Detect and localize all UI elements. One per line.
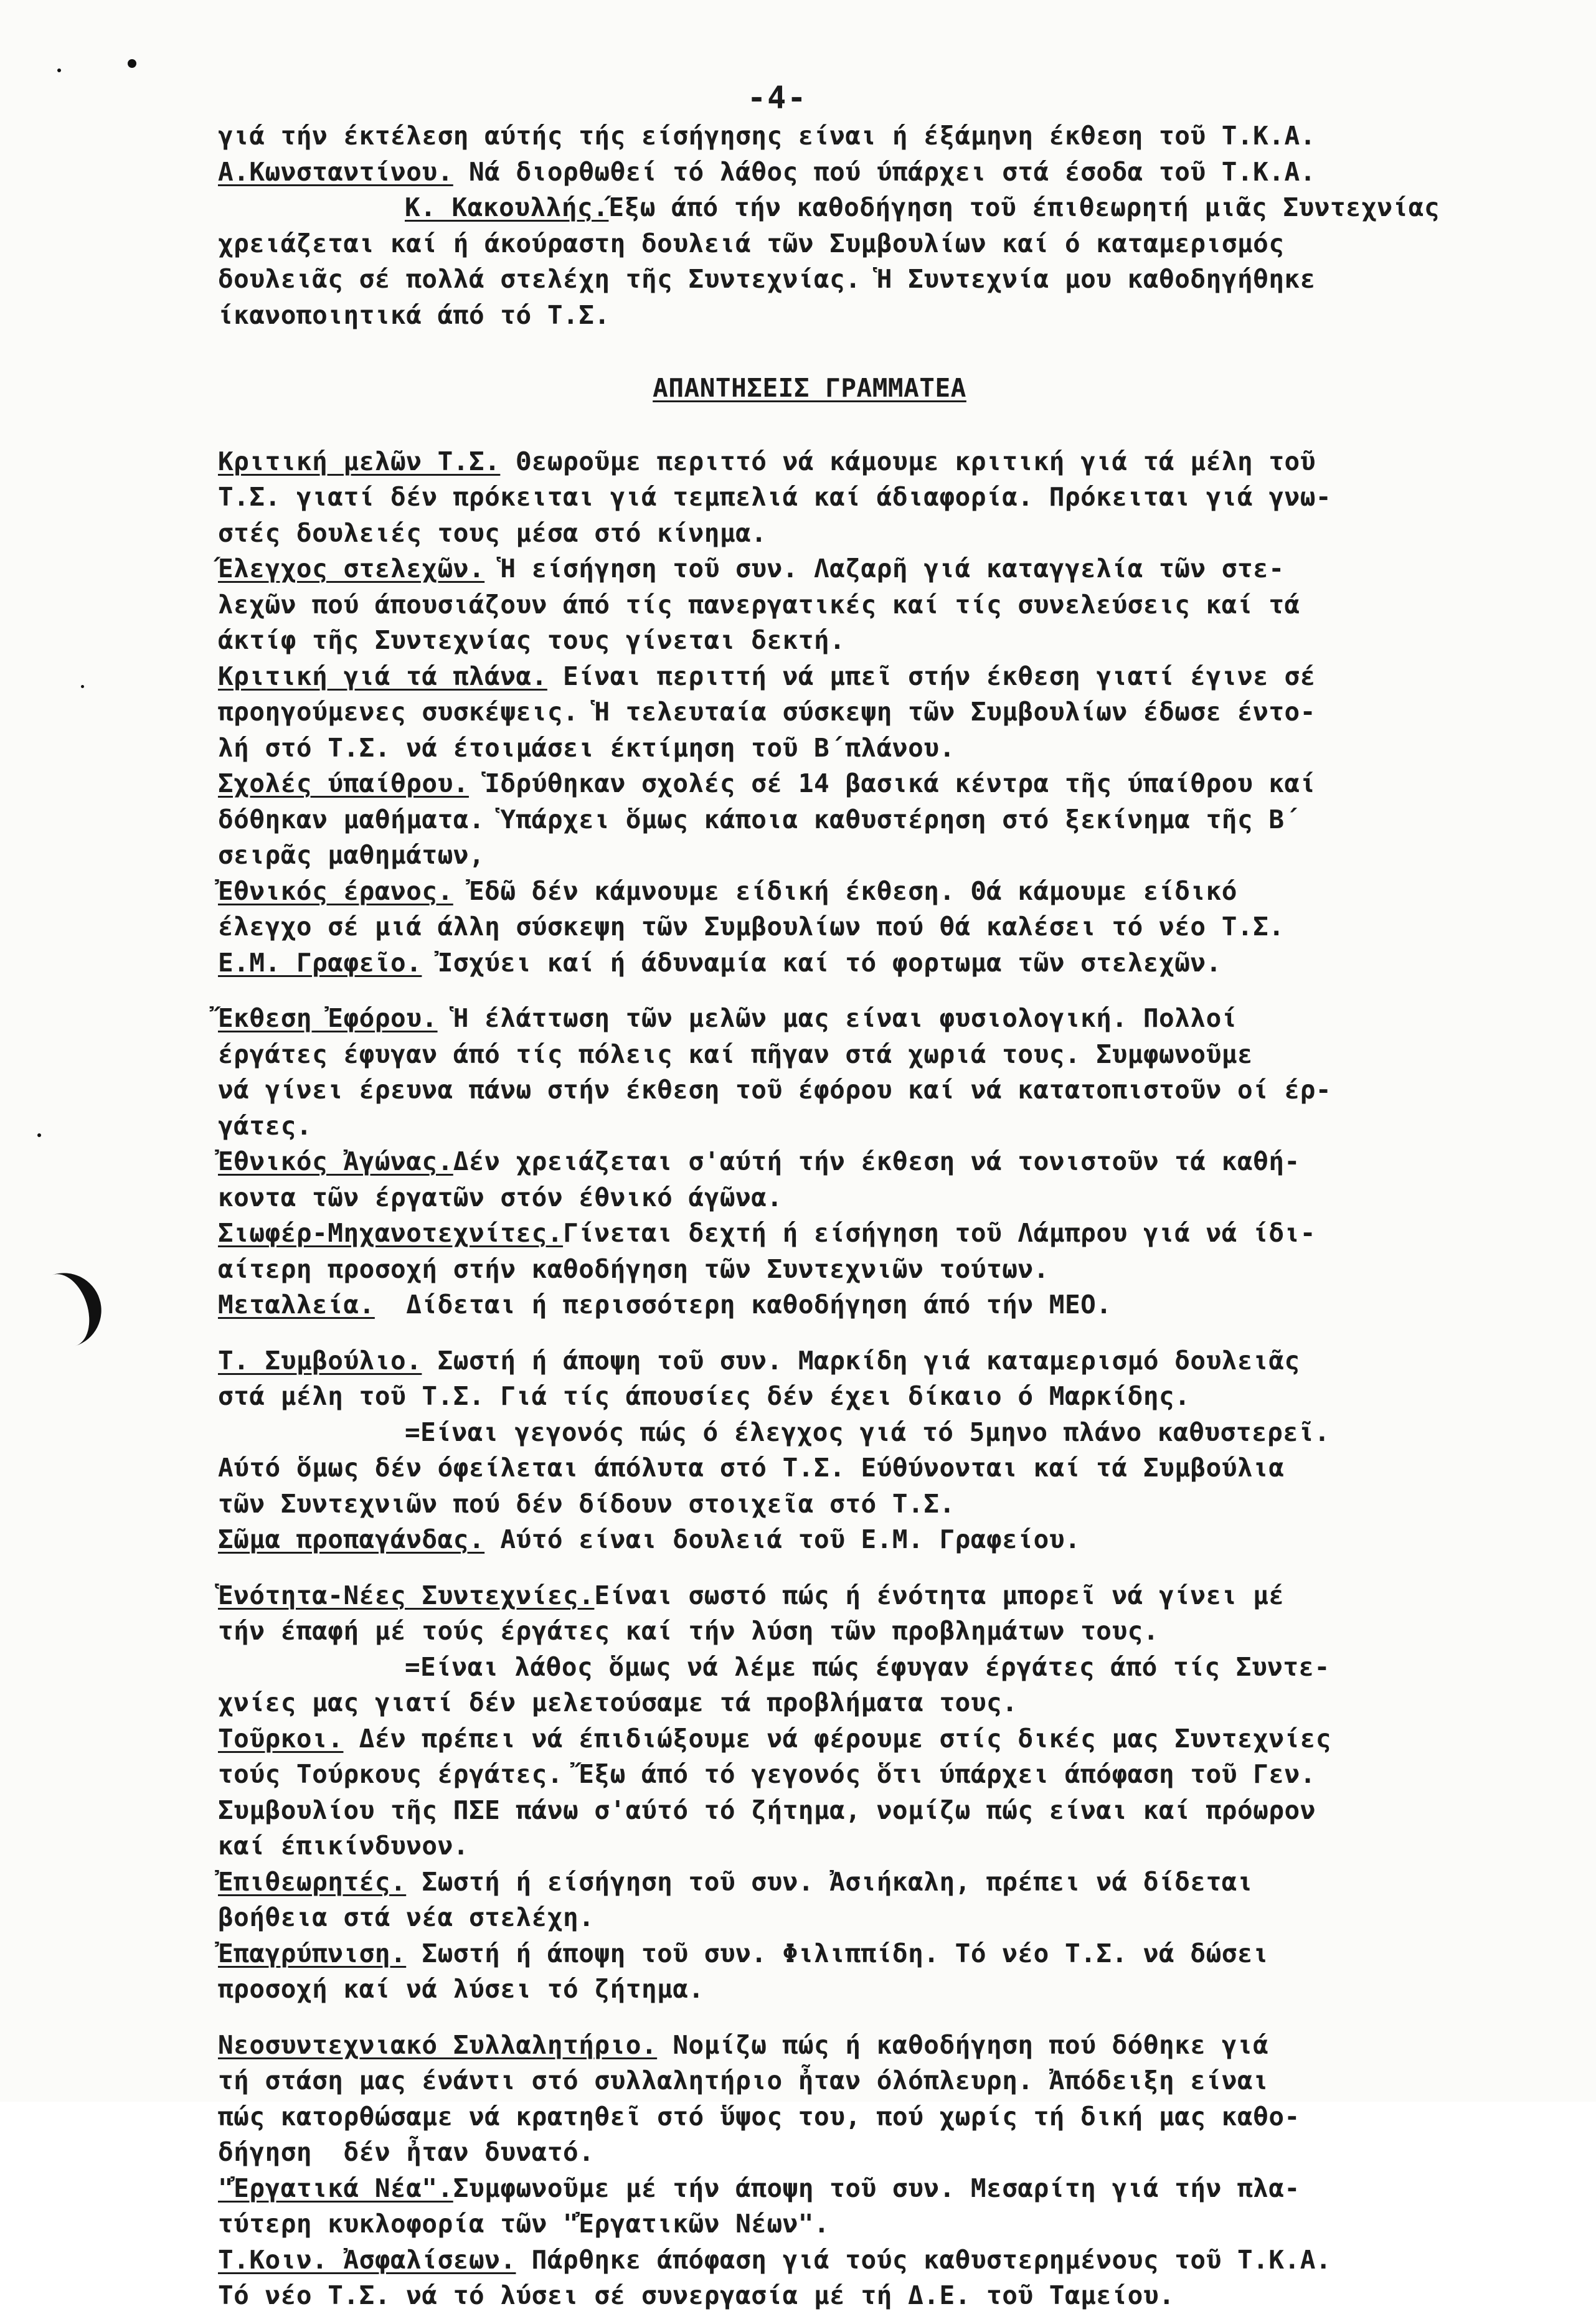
text-run: στές δουλειές τους μέσα στό κίνημα. xyxy=(218,517,767,548)
text-run: έργάτες έφυγαν άπό τίς πόλεις καί πῆγαν στά χωριά τους. Συμφωνοῦμε xyxy=(218,1039,1254,1069)
text-line xyxy=(218,2242,1569,2279)
heading-gap xyxy=(218,333,1569,371)
underlined-topic: Τοῦρκοι. xyxy=(218,1723,344,1754)
underlined-topic: Ἐθνικός έρανος. xyxy=(218,876,453,906)
text-line xyxy=(218,1972,1569,2008)
text-line xyxy=(218,190,1569,226)
text-line xyxy=(218,1379,1569,1415)
text-run: σειρᾶς μαθημάτων, xyxy=(218,840,485,870)
text-run: Ἡ είσήγηση τοῦ συν. Λαζαρῆ γιά καταγγελία τῶν στε- xyxy=(484,554,1285,583)
text-line xyxy=(218,2171,1569,2207)
text-line xyxy=(218,1072,1569,1108)
underlined-topic: Ἔκθεση Ἐφόρου. xyxy=(218,1003,438,1033)
text-run: ίκανοποιητικά άπό τό Τ.Σ. xyxy=(218,300,610,330)
text-line xyxy=(218,838,1569,874)
text-run: =Είναι γεγονός πώς ό έλεγχος γιά τό 5μηνο πλάνο καθυστερεῖ. xyxy=(405,1417,1330,1447)
text-line xyxy=(218,1793,1569,1829)
text-run: πώς κατορθώσαμε νά κρατηθεῖ στό ὕψος του, πού χωρίς τή δική μας καθο- xyxy=(218,2101,1300,2132)
text-run: Σωστή ή άποψη τοῦ συν. Φιλιππίδη. Τό νέο Τ.Σ. νά δώσει xyxy=(406,1938,1269,1968)
underlined-topic: Κ. Κακουλλής. xyxy=(405,192,609,222)
underlined-topic: "Ἐργατικά Νέα". xyxy=(218,2173,453,2203)
text-run: Έξω άπό τήν καθοδήγηση τοῦ έπιθεωρητή μιᾶς Συντεχνίας xyxy=(608,192,1440,222)
section-heading xyxy=(218,371,1401,407)
text-run: Θεωροῦμε περιττό νά κάμουμε κριτική γιά τά μέλη τοῦ xyxy=(500,446,1316,476)
text-run: τύτερη κυκλοφορία τῶν "Ἐργατικῶν Νέων". xyxy=(218,2209,830,2239)
text-line xyxy=(218,1721,1569,1757)
page-number: -4- xyxy=(747,80,808,116)
underlined-topic: Σχολές ύπαίθρου. xyxy=(218,768,469,798)
text-line xyxy=(218,1216,1569,1252)
text-run: στά μέλη τοῦ Τ.Σ. Γιά τίς άπουσίες δέν έχει δίκαιο ό Μαρκίδης. xyxy=(218,1381,1191,1411)
text-run: δουλειᾶς σέ πολλά στελέχη τῆς Συντεχνίας. Ἡ Συντεχνία μου καθοδηγήθηκε xyxy=(218,264,1316,294)
underlined-topic: Μεταλλεία. xyxy=(218,1290,375,1320)
text-run: Δέν χρειάζεται σ'αύτή τήν έκθεση νά τονιστοῦν τά καθή- xyxy=(453,1146,1300,1176)
text-run: Σωστή ή είσήγηση τοῦ συν. Ἀσιήκαλη, πρέπει νά δίδεται xyxy=(406,1866,1254,1897)
paragraph-gap xyxy=(218,1558,1569,1578)
text-line xyxy=(218,1450,1569,1486)
margin-dot xyxy=(128,59,136,68)
text-line xyxy=(218,1936,1569,1972)
text-run: έλεγχο σέ μιά άλλη σύσκεψη τῶν Συμβουλίων πού θά καλέσει τό νέο Τ.Σ. xyxy=(218,912,1285,942)
text-run: λή στό Τ.Σ. νά έτοιμάσει έκτίμηση τοῦ Β΄πλάνου. xyxy=(218,732,955,763)
margin-dot xyxy=(37,1133,41,1137)
text-run: νά γίνει έρευνα πάνω στήν έκθεση τοῦ έφόρου καί νά κατατοπιστοῦν οί έρ- xyxy=(218,1075,1332,1105)
text-line xyxy=(218,2135,1569,2171)
text-line xyxy=(218,1001,1569,1037)
text-line xyxy=(218,1343,1569,1379)
text-run: άκτίφ τῆς Συντεχνίας τους γίνεται δεκτή. xyxy=(218,625,846,655)
text-line xyxy=(218,479,1569,516)
text-run: αίτερη προσοχή στήν καθοδήγηση τῶν Συντεχνιῶν τούτων. xyxy=(218,1254,1049,1284)
text-line xyxy=(218,587,1569,623)
text-line xyxy=(218,1486,1569,1523)
text-line xyxy=(218,226,1569,262)
document-body xyxy=(218,118,1569,2314)
paragraph-gap xyxy=(218,981,1569,1001)
text-line xyxy=(218,444,1569,480)
text-run: Σωστή ή άποψη τοῦ συν. Μαρκίδη γιά καταμερισμό δουλειᾶς xyxy=(422,1345,1300,1376)
text-run: χρειάζεται καί ή άκούραστη δουλειά τῶν Συμβουλίων καί ό καταμερισμός xyxy=(218,228,1285,258)
text-run: Ἱδρύθηκαν σχολές σέ 14 βασικά κέντρα τῆς ύπαίθρου καί xyxy=(468,768,1316,798)
text-line xyxy=(218,1650,1569,1686)
heading-gap xyxy=(218,407,1569,444)
text-run: Νομίζω πώς ή καθοδήγηση πού δόθηκε γιά xyxy=(657,2029,1269,2060)
text-run: βοήθεια στά νέα στελέχη. xyxy=(218,1902,595,1932)
text-run: γάτες. xyxy=(218,1110,313,1141)
text-line xyxy=(218,802,1569,838)
text-run: Είναι περιττή νά μπεῖ στήν έκθεση γιατί έγινε σέ xyxy=(547,661,1316,691)
underlined-topic: Τ. Συμβούλιο. xyxy=(218,1345,422,1376)
text-line xyxy=(218,1180,1569,1216)
text-run: Συμφωνοῦμε μέ τήν άποψη τοῦ συν. Μεσαρίτη γιά τήν πλα- xyxy=(453,2173,1300,2203)
text-run: προσοχή καί νά λύσει τό ζήτημα. xyxy=(218,1974,704,2004)
underlined-topic: Ἐθνικός Ἀγώνας. xyxy=(218,1146,453,1176)
text-run: Γίνεται δεχτή ή είσήγηση τοῦ Λάμπρου γιά νά ίδι- xyxy=(563,1218,1316,1248)
margin-punch-mark xyxy=(34,1263,111,1353)
text-line xyxy=(218,1415,1569,1451)
text-line xyxy=(218,623,1569,659)
text-line xyxy=(218,1522,1569,1558)
text-line xyxy=(218,874,1569,910)
text-run: γιά τήν έκτέλεση αύτής τής είσήγησης είναι ή έξάμηνη έκθεση τοῦ Τ.Κ.Α. xyxy=(218,121,1316,151)
underlined-topic: Νεοσυντεχνιακό Συλλαλητήριο. xyxy=(218,2029,658,2060)
margin-dot xyxy=(81,685,84,688)
text-line xyxy=(218,945,1569,981)
text-line xyxy=(218,2278,1569,2314)
text-run: προηγούμενες συσκέψεις. Ἡ τελευταία σύσκεψη τῶν Συμβουλίων έδωσε έντο- xyxy=(218,697,1316,727)
text-line xyxy=(218,1144,1569,1180)
text-line xyxy=(218,1037,1569,1073)
text-run: Ἡ έλάττωση τῶν μελῶν μας είναι φυσιολογική. Πολλοί xyxy=(437,1003,1237,1033)
text-line xyxy=(218,298,1569,334)
text-line xyxy=(218,766,1569,802)
margin-dot xyxy=(57,68,61,72)
underlined-topic: Σῶμα προπαγάνδας. xyxy=(218,1524,485,1554)
paragraph-gap xyxy=(218,2008,1569,2028)
text-line xyxy=(218,2063,1569,2099)
text-line xyxy=(218,1108,1569,1145)
underlined-topic: Ἑνότητα-Νέες Συντεχνίες. xyxy=(218,1580,595,1610)
text-run: Τ.Σ. γιατί δέν πρόκειται γιά τεμπελιά καί άδιαφορία. Πρόκειται γιά γνω- xyxy=(218,482,1332,512)
text-run: Ἐδῶ δέν κάμνουμε είδική έκθεση. Θά κάμουμε είδικό xyxy=(453,876,1237,906)
text-line xyxy=(218,154,1569,191)
text-line xyxy=(218,551,1569,587)
text-line xyxy=(218,1252,1569,1288)
text-line xyxy=(218,1287,1569,1323)
underlined-topic: Ἐπιθεωρητές. xyxy=(218,1866,407,1897)
text-line xyxy=(218,2206,1569,2242)
text-run: Ἰσχύει καί ή άδυναμία καί τό φορτωμα τῶν στελεχῶν. xyxy=(422,947,1222,978)
text-run: Αύτό είναι δουλειά τοῦ Ε.Μ. Γραφείου. xyxy=(484,1524,1081,1554)
text-line xyxy=(218,2099,1569,2135)
text-line xyxy=(218,118,1569,154)
text-run: =Είναι λάθος ὅμως νά λέμε πώς έφυγαν έργάτες άπό τίς Συντε- xyxy=(405,1651,1330,1682)
text-run: δόθηκαν μαθήματα. Ὑπάρχει ὅμως κάποια καθυστέρηση στό ξεκίνημα τῆς Β΄ xyxy=(218,804,1300,834)
text-line xyxy=(218,1578,1569,1614)
text-run: τή στάση μας ένάντι στό συλλαλητήριο ἦταν όλόπλευρη. Ἀπόδειξη είναι xyxy=(218,2066,1269,2095)
text-run: λεχῶν πού άπουσιάζουν άπό τίς πανεργατικές καί τίς συνελεύσεις καί τά xyxy=(218,589,1300,620)
text-run: χνίες μας γιατί δέν μελετούσαμε τά προβλήματα τους. xyxy=(218,1688,1018,1717)
text-line xyxy=(218,1685,1569,1721)
underlined-topic: Τ.Κοιν. Ἀσφαλίσεων. xyxy=(218,2244,516,2275)
text-run: Δίδεται ή περισσότερη καθοδήγηση άπό τήν ΜΕΟ. xyxy=(374,1290,1112,1320)
underlined-topic: Ἐπαγρύπνιση. xyxy=(218,1938,407,1968)
text-line xyxy=(218,1828,1569,1864)
text-line xyxy=(218,2028,1569,2064)
text-run: Είναι σωστό πώς ή ένότητα μπορεῖ νά γίνει μέ xyxy=(594,1580,1285,1610)
text-line xyxy=(218,659,1569,695)
text-run: Πάρθηκε άπόφαση γιά τούς καθυστερημένους τοῦ Τ.Κ.Α. xyxy=(516,2244,1332,2275)
text-line xyxy=(218,730,1569,767)
text-run: Τό νέο Τ.Σ. νά τό λύσει σέ συνεργασία μέ τή Δ.Ε. τοῦ Ταμείου. xyxy=(218,2280,1175,2310)
text-run: τήν έπαφή μέ τούς έργάτες καί τήν λύση τῶν προβλημάτων τους. xyxy=(218,1616,1159,1646)
text-run: τῶν Συντεχνιῶν πού δέν δίδουν στοιχεῖα στό Τ.Σ. xyxy=(218,1488,955,1519)
text-line xyxy=(218,1864,1569,1901)
text-run: κοντα τῶν έργατῶν στόν έθνικό άγῶνα. xyxy=(218,1182,783,1212)
underlined-topic: Σιωφέρ-Μηχανοτεχνίτες. xyxy=(218,1218,564,1248)
text-line xyxy=(218,694,1569,730)
underlined-topic: Α.Κωνσταντίνου. xyxy=(218,156,453,187)
text-run: Νά διορθωθεί τό λάθος πού ύπάρχει στά έσοδα τοῦ Τ.Κ.Α. xyxy=(453,156,1316,187)
underlined-topic: Έλεγχος στελεχῶν. xyxy=(218,554,485,583)
text-line xyxy=(218,1900,1569,1936)
text-line xyxy=(218,262,1569,298)
text-line xyxy=(218,1757,1569,1793)
underlined-topic: Ε.Μ. Γραφεῖο. xyxy=(218,947,422,978)
text-line xyxy=(218,909,1569,945)
underlined-topic: ΑΠΑΝΤΗΣΕΙΣ ΓΡΑΜΜΑΤΕΑ xyxy=(653,373,966,403)
text-run: Αύτό ὅμως δέν όφείλεται άπόλυτα στό Τ.Σ. Εύθύνονται καί τά Συμβούλια xyxy=(218,1453,1285,1483)
text-line xyxy=(218,1613,1569,1650)
underlined-topic: Κριτική μελῶν Τ.Σ. xyxy=(218,446,501,476)
text-line xyxy=(218,516,1569,552)
paragraph-gap xyxy=(218,1323,1569,1343)
text-run: δήγηση δέν ἦταν δυνατό. xyxy=(218,2137,595,2167)
text-run: καί έπικίνδυνον. xyxy=(218,1831,469,1861)
underlined-topic: Κριτική γιά τά πλάνα. xyxy=(218,661,547,691)
text-run: Συμβουλίου τῆς ΠΣΕ πάνω σ'αύτό τό ζήτημα, νομίζω πώς είναι καί πρόωρον xyxy=(218,1795,1316,1825)
text-run: τούς Τούρκους έργάτες. Ἔξω άπό τό γεγονός ὅτι ύπάρχει άπόφαση τοῦ Γεν. xyxy=(218,1759,1316,1789)
text-run: Δέν πρέπει νά έπιδιώξουμε νά φέρουμε στίς δικές μας Συντεχνίες xyxy=(343,1723,1332,1754)
